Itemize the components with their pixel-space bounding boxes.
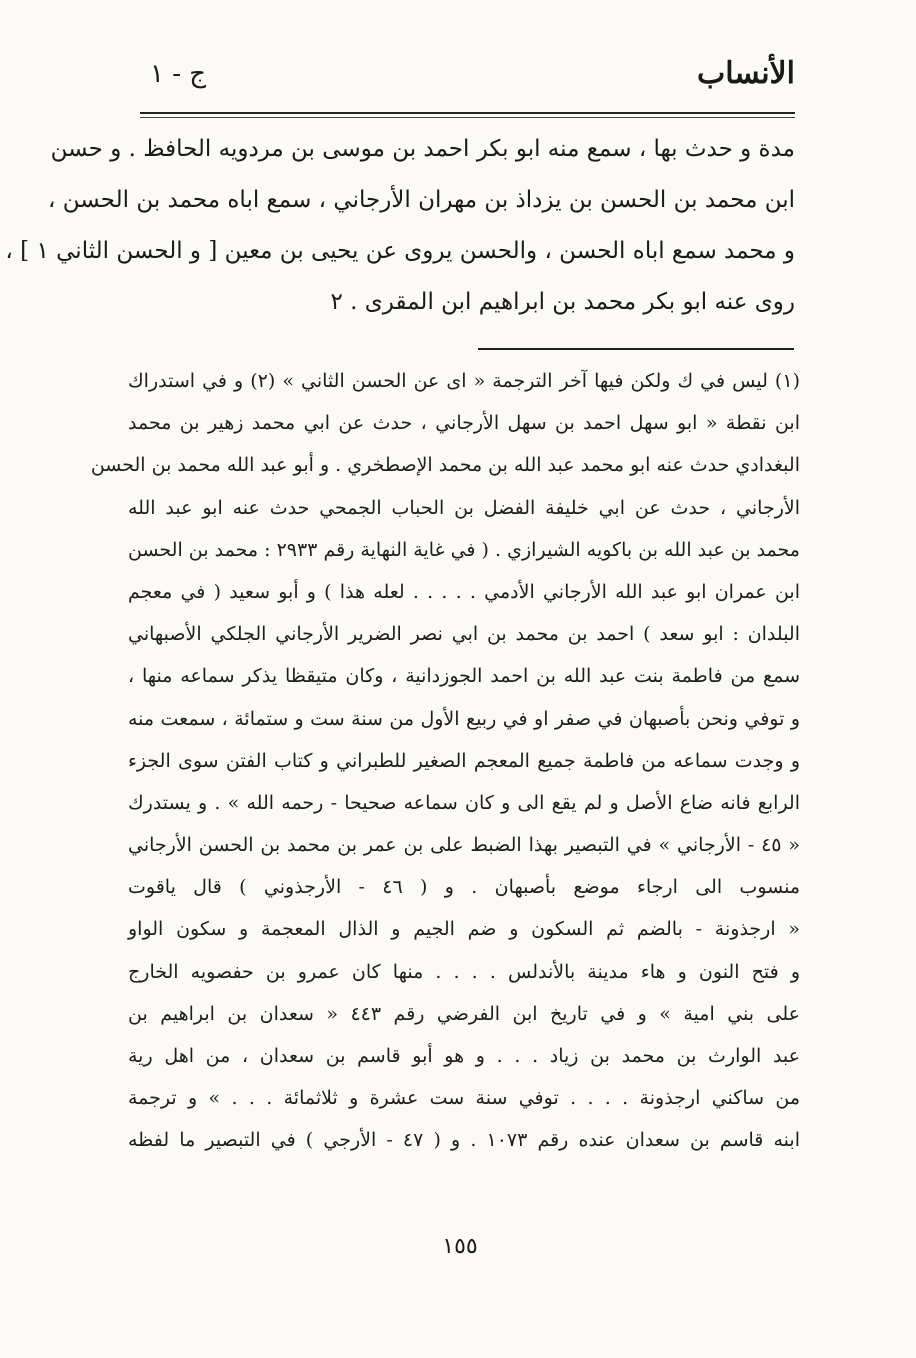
running-title: الأنساب xyxy=(697,56,795,91)
main-text-line: روى عنه ابو بكر محمد بن ابراهيم ابن المقرى . ٢ xyxy=(330,289,795,315)
footnote-line: و توفي ونحن بأصبهان في صفر او في ربيع الأول من سنة ست و ستمائة ، سمعت منه xyxy=(128,707,800,730)
volume-mark: ج - ١ xyxy=(150,59,207,89)
page-number: ١٥٥ xyxy=(442,1234,478,1259)
footnote-separator xyxy=(478,348,794,350)
main-text xyxy=(5,124,795,328)
footnote-line: عبد الوارث بن محمد بن زياد . . . و هو أبو قاسم بن سعدان ، من اهل رية xyxy=(128,1045,800,1067)
footnote-line: منسوب الى ارجاء موضع بأصبهان . و ( ٤٦ - الأرجذوني ) قال ياقوت xyxy=(128,876,800,899)
footnote-line: و فتح النون و هاء مدينة بالأندلس . . . . منها كان عمرو بن حفصويه الخارج xyxy=(128,960,800,983)
footnote-line: البلدان : ابو سعد ) احمد بن محمد بن ابي نصر الضرير الأرجاني الجلكي الأصبهاني xyxy=(128,623,800,646)
page-header xyxy=(140,52,795,102)
footnote-line: ابن عمران ابو عبد الله الأرجاني الأدمي . . . . . لعله هذا ) و أبو سعيد ( في معجم xyxy=(128,580,800,603)
footnote-line: على بني امية » و في تاريخ ابن الفرضي رقم ٤٤٣ « سعدان بن ابراهيم بن xyxy=(128,1002,801,1025)
main-text-line: مدة و حدث بها ، سمع منه ابو بكر احمد بن موسى بن مردويه الحافظ . و حسن xyxy=(50,136,795,162)
header-rule xyxy=(140,112,795,114)
footnote-line: (١) ليس في ك ولكن فيها آخر الترجمة « اى عن الحسن الثاني » (٢) و في استدراك xyxy=(128,370,800,392)
footnote-line: سمع من فاطمة بنت عبد الله بن احمد الجوزدانية ، وكان متيقظا يذكر سماعه منها ، xyxy=(128,665,800,688)
main-text-line: ابن محمد بن الحسن بن يزداذ بن مهران الأرجاني ، سمع اباه محمد بن الحسن ، xyxy=(48,187,795,213)
footnote-line: من ساكني ارجذونة . . . . توفي سنة ست عشرة و ثلاثمائة . . . » و ترجمة xyxy=(128,1087,800,1110)
footnote-line: ابن نقطة « ابو سهل احمد بن سهل الأرجاني ، حدث عن ابي محمد زهير بن محمد xyxy=(128,412,800,435)
footnote-line: و وجدت سماعه من فاطمة جميع المعجم الصغير للطبراني و كتاب الفتن سوى الجزء xyxy=(128,749,800,772)
footnotes xyxy=(90,360,801,1162)
footnote-line: « ٤٥ - الأرجاني » في التبصير بهذا الضبط على بن عمر بن محمد بن الحسن الأرجاني xyxy=(128,834,800,857)
header-rule-thin xyxy=(140,117,795,118)
footnote-line: الرابع فانه ضاع الأصل و لم يقع الى و كان سماعه صحيحا - رحمه الله » . و يستدرك xyxy=(128,791,800,814)
footnote-line: الأرجاني ، حدث عن ابي خليفة الفضل بن الحباب الجمحي حدث عنه ابو عبد الله xyxy=(128,496,800,519)
footnote-line: « ارجذونة - بالضم ثم السكون و ضم الجيم و الذال المعجمة و سكون الواو xyxy=(128,918,800,941)
main-text-line: و محمد سمع اباه الحسن ، والحسن يروى عن يحيى بن معين [ و الحسن الثاني ١ ] ، xyxy=(5,238,795,264)
footnote-line: محمد بن عبد الله بن باكويه الشيرازي . ( في غاية النهاية رقم ٢٩٣٣ : محمد بن الحسن xyxy=(128,538,800,561)
footnote-line: ابنه قاسم بن سعدان عنده رقم ١٠٧٣ . و ( ٤٧ - الأرجي ) في التبصير ما لفظه xyxy=(128,1129,800,1152)
footnote-line: البغدادي حدث عنه ابو محمد عبد الله بن محمد الإصطخري . و أبو عبد الله محمد بن الحسن xyxy=(90,454,800,477)
